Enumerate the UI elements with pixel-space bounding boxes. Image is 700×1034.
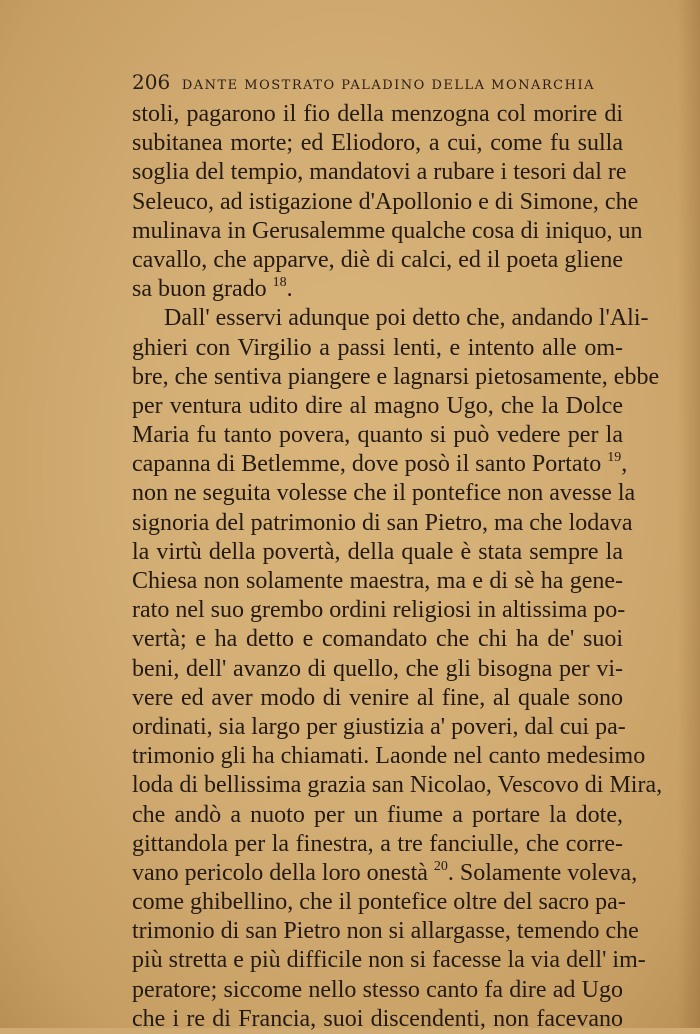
text-line: più stretta e più difficile non si facesse la via dell' im- [132,947,646,974]
text-line: cavallo, che apparve, diè di calci, ed il poeta gliene [132,246,623,273]
text-line: vere ed aver modo di venire al fine, al quale sono [132,684,623,711]
text-line: gittandola per la finestra, a tre fanciulle, che corre- [132,830,623,857]
text-line: rato nel suo grembo ordini religiosi in altissima po- [132,597,626,624]
text-line: peratore; siccome nello stesso canto fa dire ad Ugo [132,976,623,1003]
text-line-content: sa buon grado [132,276,267,303]
text-line: vertà; e ha detto e comandato che chi ha de' suoi [132,626,623,653]
footnote-ref-20: 20 [433,859,448,875]
text-line: ghieri con Virgilio a passi lenti, e intento alle om- [132,334,623,361]
footnote-ref-18: 18 [272,275,287,291]
body-text [132,100,663,1034]
page-number: 206 [132,70,171,94]
running-header [132,70,632,94]
text-line: trimonio gli ha chiamati. Laonde nel canto medesimo [132,743,646,770]
text-line: loda di bellissima grazia san Nicolao, Vescovo di Mira, [132,772,663,799]
text-line: Dall' esservi adunque poi detto che, andando l'Ali- [164,305,649,332]
text-line: trimonio di san Pietro non si allargasse, temendo che [132,918,639,945]
text-line: soglia del tempio, mandatovi a rubare i tesori dal re [132,159,627,186]
text-line-content: capanna di Betlemme, dove posò il santo Portato [132,451,602,478]
text-line-content: vano pericolo della loro onestà [132,859,428,886]
text-line: Maria fu tanto povera, quanto si può vedere per la [132,422,623,449]
text-line: bre, che sentiva piangere e lagnarsi pietosamente, ebbe [132,363,660,390]
text-line: non ne seguita volesse che il pontefice non avesse la [132,480,636,507]
text-line: per ventura udito dire al magno Ugo, che la Dolce [132,392,623,419]
text-line: subitanea morte; ed Eliodoro, a cui, come fu sulla [132,130,623,157]
text-line: beni, dell' avanzo di quello, che gli bisogna per vi- [132,655,623,682]
text-line [132,275,623,304]
text-line [132,450,628,479]
text-line-tail: , [621,451,628,478]
text-line-tail: . Solamente voleva, [447,859,638,886]
text-line: signoria del patrimonio di san Pietro, ma che lodava [132,509,633,536]
text-line: ordinati, sia largo per giustizia a' poveri, dal cui pa- [132,713,626,740]
text-line: Seleuco, ad istigazione d'Apollonio e di Simone, che [132,188,639,215]
text-line: che i re di Francia, suoi discendenti, non facevano [132,1005,623,1032]
text-line: stoli, pagarono il fio della menzogna col morire di [132,101,623,127]
footnote-ref-19: 19 [607,450,622,466]
text-line-tail: . [286,276,293,303]
text-line: Chiesa non solamente maestra, ma e di sè ha gene- [132,568,623,594]
text-line: che andò a nuoto per un fiume a portare la dote, [132,801,623,828]
text-line [132,859,638,888]
running-title: DANTE MOSTRATO PALADINO DELLA MONARCHIA [181,78,595,93]
text-line: come ghibellino, che il pontefice oltre del sacro pa- [132,889,626,916]
text-line: la virtù della povertà, della quale è stata sempre la [132,538,623,565]
text-line: mulinava in Gerusalemme qualche cosa di iniquo, un [132,217,643,244]
